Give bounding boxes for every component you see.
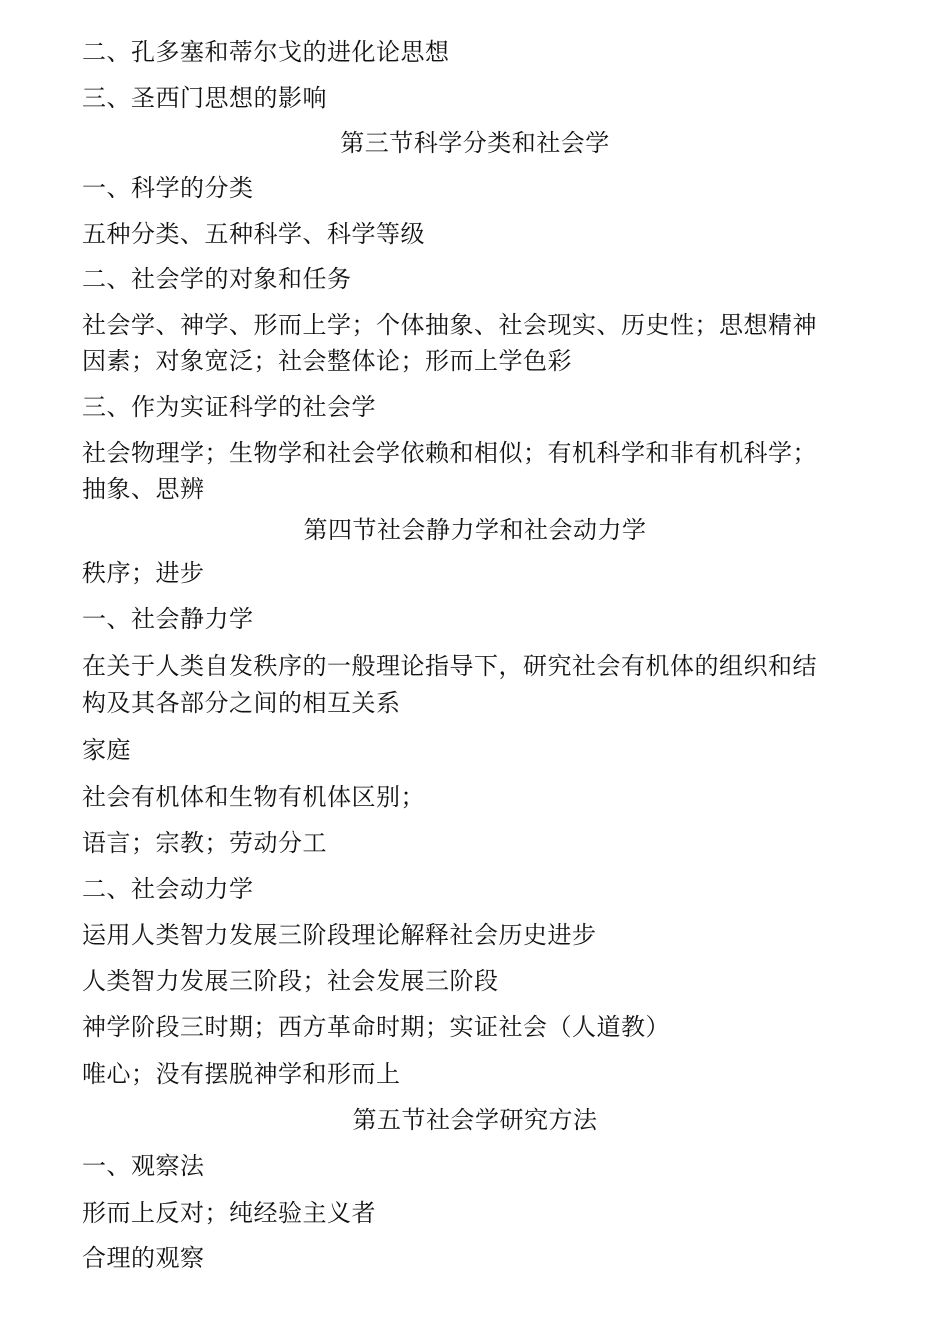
body-line: 五种分类、五种科学、科学等级 (82, 220, 425, 248)
subheading-line: 三、圣西门思想的影响 (82, 84, 327, 112)
body-line: 社会物理学；生物学和社会学依赖和相似；有机科学和非有机科学； (82, 439, 817, 467)
subheading-line: 二、社会学的对象和任务 (82, 265, 352, 293)
subheading-line: 一、科学的分类 (82, 174, 254, 202)
body-line: 人类智力发展三阶段；社会发展三阶段 (82, 967, 499, 995)
section-heading: 第三节科学分类和社会学 (340, 129, 610, 157)
body-line: 因素；对象宽泛；社会整体论；形而上学色彩 (82, 347, 572, 375)
body-line: 唯心；没有摆脱神学和形而上 (82, 1060, 401, 1088)
section-heading: 第五节社会学研究方法 (352, 1106, 598, 1134)
body-line: 运用人类智力发展三阶段理论解释社会历史进步 (82, 921, 597, 949)
subheading-line: 二、社会动力学 (82, 875, 254, 903)
body-line: 合理的观察 (82, 1244, 205, 1272)
body-line: 抽象、思辨 (82, 475, 205, 503)
subheading-line: 三、作为实证科学的社会学 (82, 393, 376, 421)
subheading-line: 二、孔多塞和蒂尔戈的进化论思想 (82, 38, 450, 66)
body-line: 社会学、神学、形而上学；个体抽象、社会现实、历史性；思想精神 (82, 311, 817, 339)
section-heading: 第四节社会静力学和社会动力学 (303, 516, 647, 544)
body-line: 社会有机体和生物有机体区别； (82, 783, 425, 811)
body-line: 构及其各部分之间的相互关系 (82, 689, 401, 717)
body-line: 在关于人类自发秩序的一般理论指导下，研究社会有机体的组织和结 (82, 652, 817, 680)
body-line: 秩序；进步 (82, 559, 205, 587)
body-line: 形而上反对；纯经验主义者 (82, 1199, 376, 1227)
subheading-line: 一、社会静力学 (82, 605, 254, 633)
subheading-line: 一、观察法 (82, 1152, 205, 1180)
body-line: 家庭 (82, 736, 131, 764)
body-line: 语言；宗教；劳动分工 (82, 829, 327, 857)
body-line: 神学阶段三时期；西方革命时期；实证社会（人道教） (82, 1013, 670, 1041)
